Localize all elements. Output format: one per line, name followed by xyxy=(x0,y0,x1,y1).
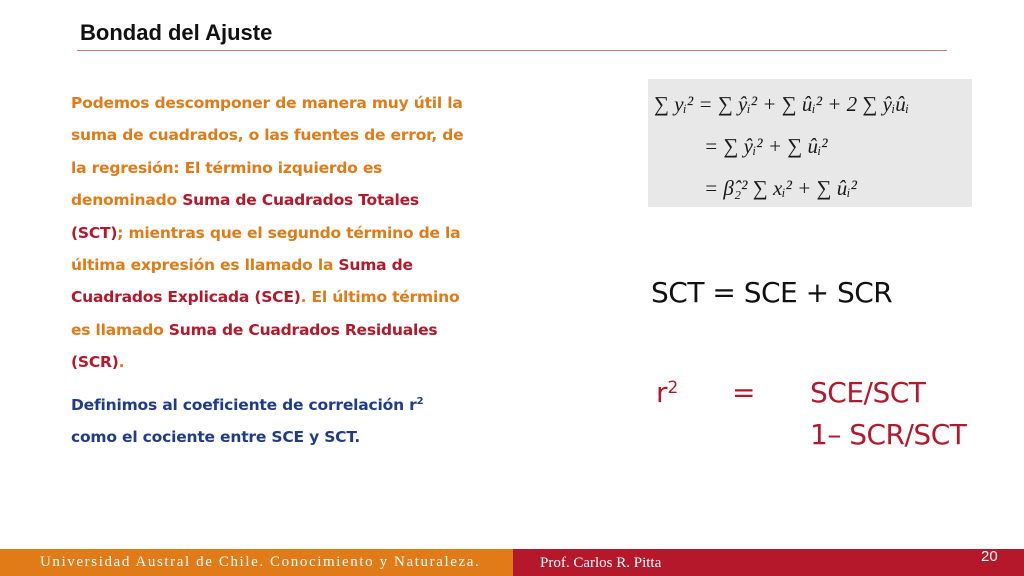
r-symbol: r xyxy=(656,376,668,409)
sce-term: Suma de Cuadrados Explicada (SCE) xyxy=(71,256,413,307)
body-text-1: Podemos descomponer de manera muy útil la suma de cuadrados, o las fuentes de error, de la regresión: El término izquierdo es denominado xyxy=(71,94,464,210)
sct-equation: SCT = SCE + SCR xyxy=(651,276,893,309)
r-superscript: 2 xyxy=(667,378,679,398)
formula-line-1: ∑ yᵢ² = ∑ ŷᵢ² + ∑ ûᵢ² + 2 ∑ ŷᵢûᵢ xyxy=(654,92,910,116)
r-squared-value-2: 1– SCR/SCT xyxy=(810,418,967,451)
footer-university: Universidad Austral de Chile. Conocimiento y Naturaleza. xyxy=(40,554,481,570)
body-text-4: . xyxy=(118,353,125,372)
page-number: 20 xyxy=(981,548,998,565)
definition-text-1: Definimos al coeficiente de correlación r xyxy=(71,396,417,414)
formula-line-2: = ∑ ŷᵢ² + ∑ ûᵢ² xyxy=(704,134,828,158)
r-squared-value-1: SCE/SCT xyxy=(810,376,926,409)
scr-term: Suma de Cuadrados Residuales (SCR) xyxy=(71,320,438,372)
formula-line-3: = β̂₂² ∑ xᵢ² + ∑ ûᵢ² xyxy=(704,176,857,200)
definition-paragraph xyxy=(71,389,471,454)
formula-image xyxy=(648,79,972,207)
formula-equations xyxy=(648,79,972,207)
body-text-2: ; mientras que el segundo término de la última expresión es llamado la xyxy=(71,223,461,275)
slide-title: Bondad del Ajuste xyxy=(80,20,273,45)
title-underline xyxy=(77,50,947,51)
body-paragraph xyxy=(71,87,471,379)
definition-superscript: 2 xyxy=(416,396,424,407)
definition-text-2: como el cociente entre SCE y SCT. xyxy=(71,428,361,447)
body-text-3: . El último término es llamado xyxy=(71,288,460,339)
r-squared-label xyxy=(656,376,678,409)
footer-professor: Prof. Carlos R. Pitta xyxy=(540,555,662,571)
sct-term: Suma de Cuadrados Totales (SCT) xyxy=(71,191,419,242)
r-squared-equals: = xyxy=(732,376,756,409)
